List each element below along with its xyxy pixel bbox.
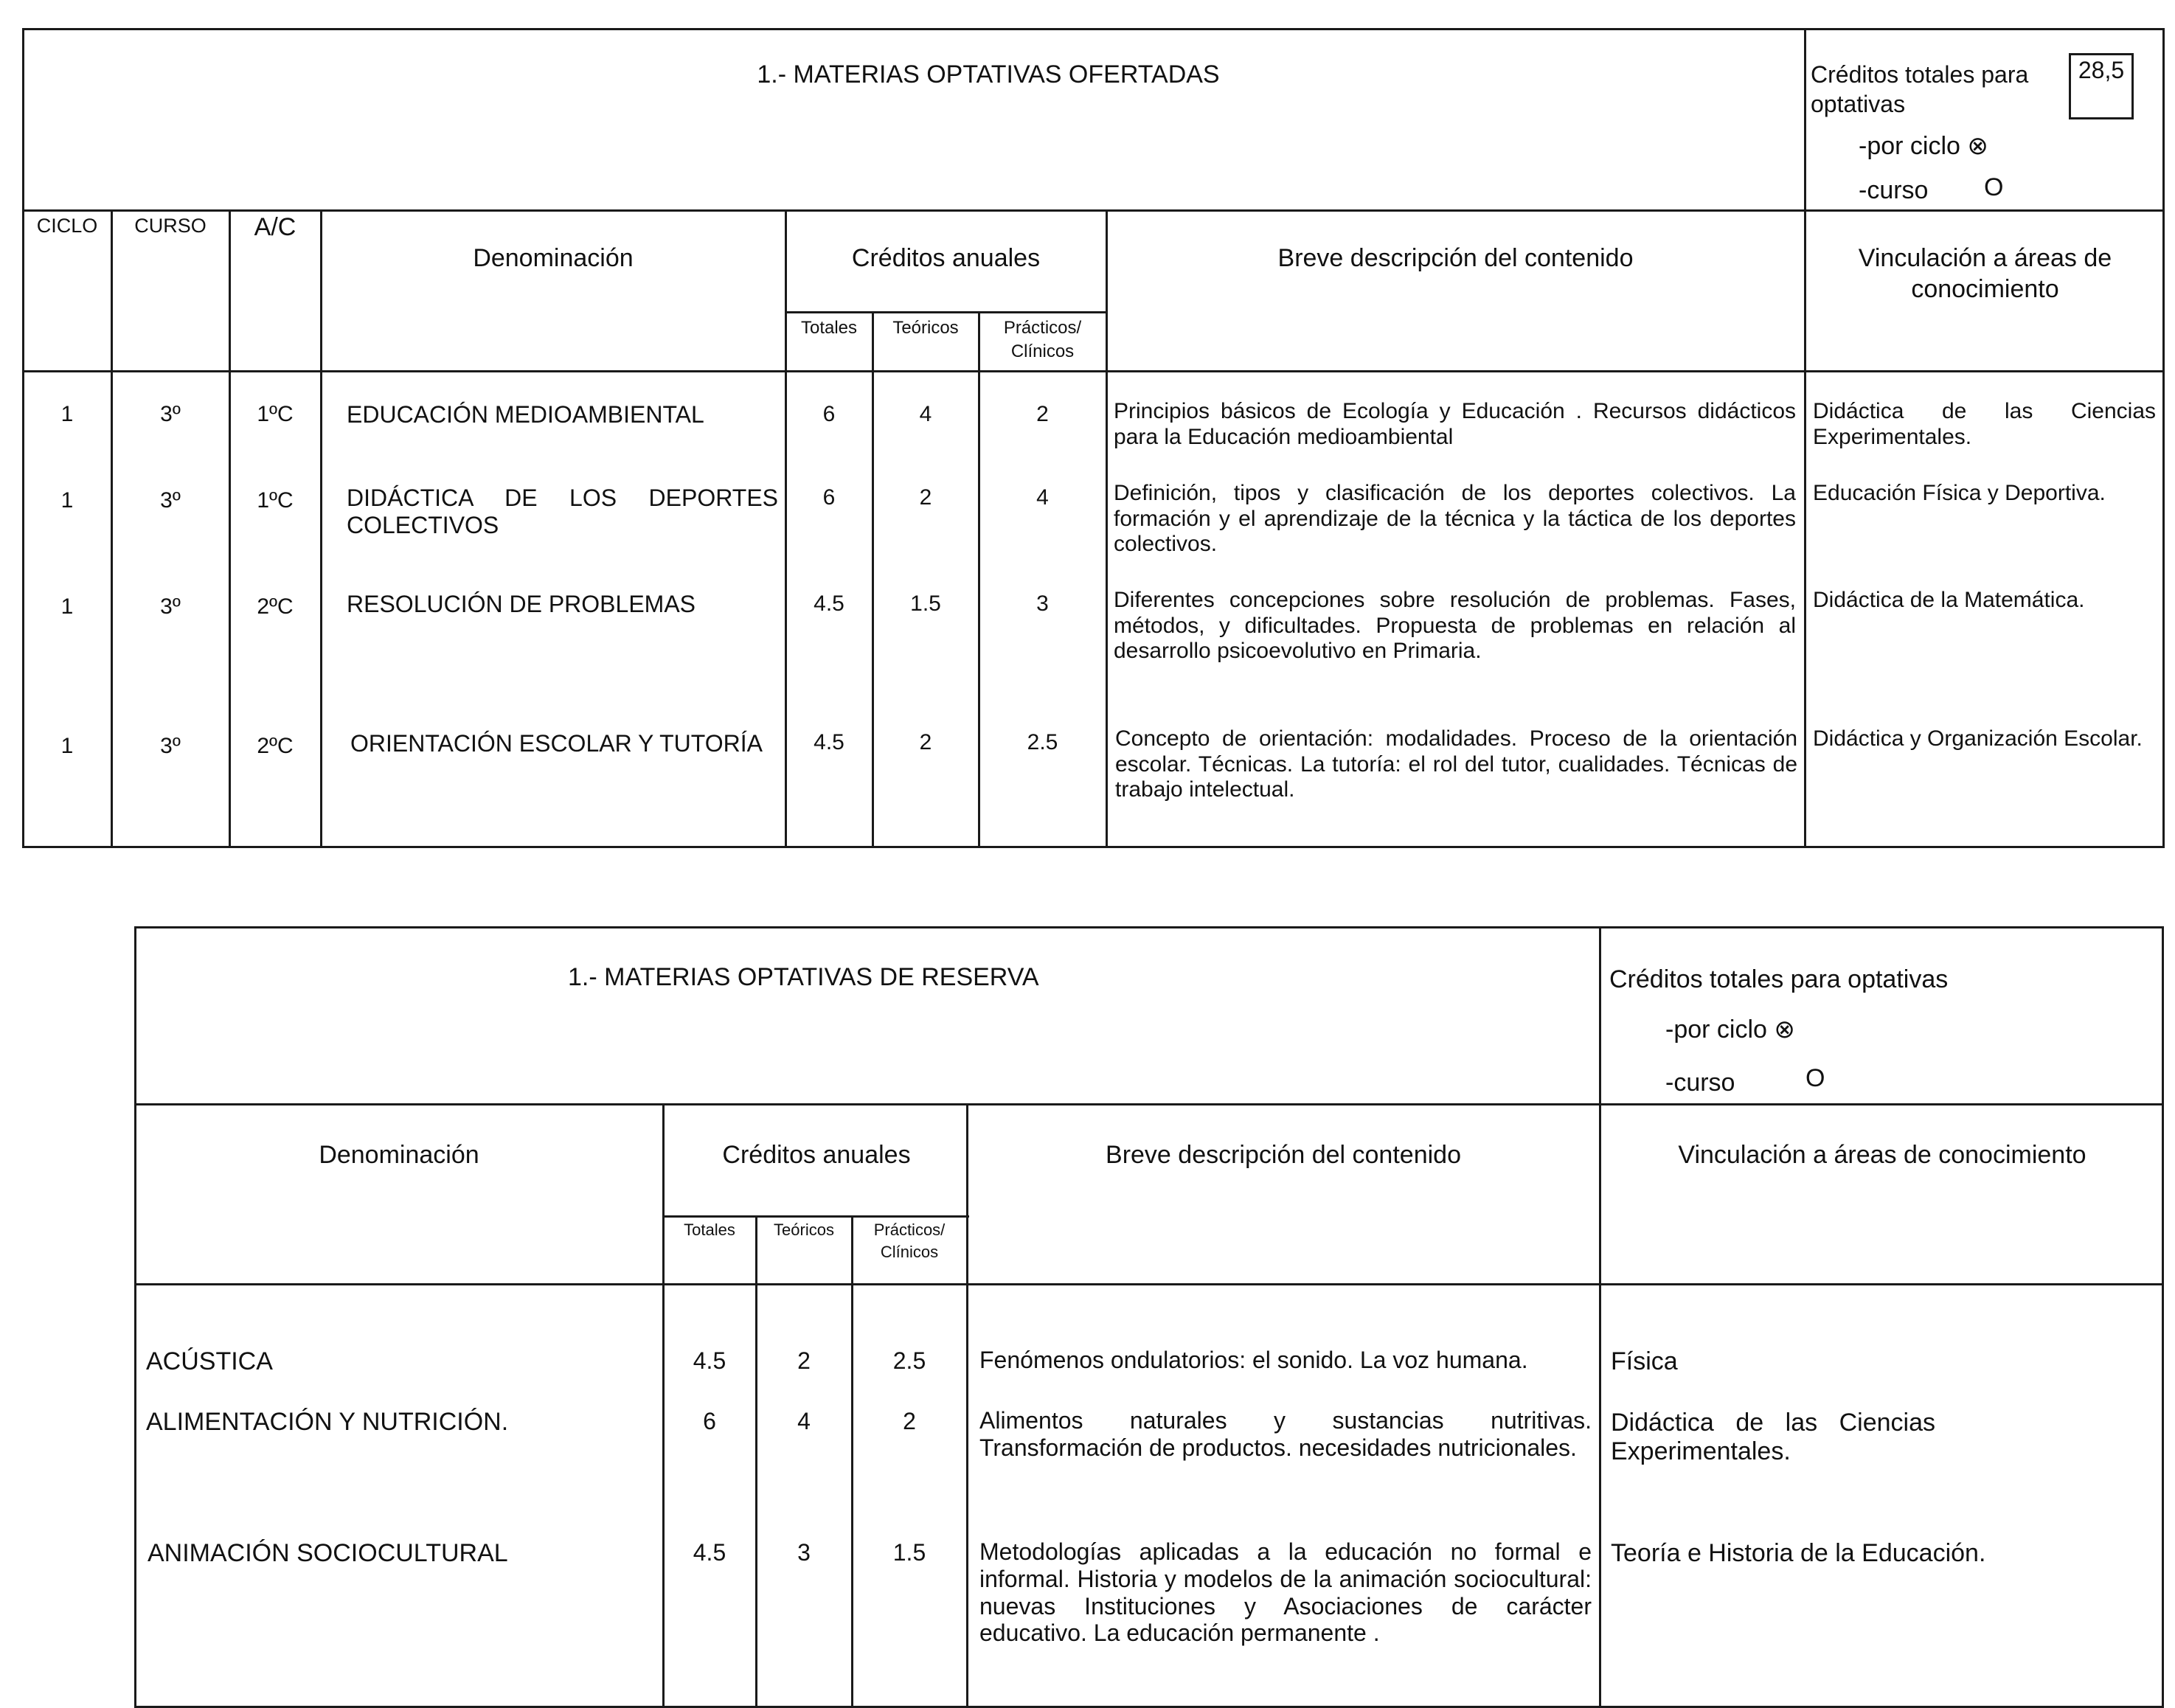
cell-descripcion: Diferentes concepciones sobre resolución de problemas. Fases, métodos, y dificultades. Propuesta de problemas en relación al desarrollo psicoevolutivo en Primaria. <box>1114 588 1796 663</box>
cell-ac: 1ºC <box>257 402 294 426</box>
cell-practicos: 2.5 <box>892 1347 926 1374</box>
table2-por-ciclo: -por ciclo ⊗ <box>1665 1016 1795 1044</box>
table1-header-ciclo: CICLO <box>36 215 98 237</box>
cell-vinculacion: Didáctica y Organización Escolar. <box>1813 726 2143 751</box>
table1-col-divider <box>1804 28 1806 848</box>
cell-ac: 2ºC <box>257 734 294 758</box>
cell-practicos: 2 <box>903 1408 916 1434</box>
cell-descripcion: Metodologías aplicadas a la educación no formal e informal. Historia y modelos de la animación sociocultural: nuevas Instituciones y Asociaciones de carácter educativo. La educación permanente . <box>979 1538 1592 1647</box>
cell-vinculacion: Teoría e Historia de la Educación. <box>1611 1539 1986 1567</box>
cell-teoricos: 4 <box>919 402 932 426</box>
cell-teoricos: 2 <box>919 730 932 754</box>
cell-descripcion: Concepto de orientación: modalidades. Proceso de la orientación escolar. Técnicas. La tutoría: el rol del tutor, cualidades. Técnicas de trabajo intelectual. <box>1115 726 1797 802</box>
cell-ac: 1ºC <box>257 488 294 513</box>
cell-ciclo: 1 <box>60 402 74 426</box>
table1-col-divider <box>1106 209 1108 848</box>
table1-credit-subdivider <box>785 311 1106 313</box>
cell-descripcion: Fenómenos ondulatorios: el sonido. La voz humana. <box>979 1347 1528 1373</box>
cell-practicos: 4 <box>1036 485 1049 510</box>
cell-vinculacion: Didáctica de las Ciencias Experimentales. <box>1813 399 2156 449</box>
cell-teoricos: 1.5 <box>910 591 941 616</box>
table2-header-teoricos: Teóricos <box>774 1221 834 1239</box>
cell-denominacion: ACÚSTICA <box>146 1347 273 1375</box>
table2-col-divider <box>755 1215 757 1708</box>
cell-vinculacion: Educación Física y Deportiva. <box>1813 481 2106 505</box>
table2-header-divider <box>134 1103 2164 1105</box>
table1-col-divider <box>320 209 322 848</box>
cell-totales: 4.5 <box>693 1347 726 1374</box>
table2-header-denominacion: Denominación <box>319 1141 479 1169</box>
table1-credits-value: 28,5 <box>2069 53 2134 119</box>
table2-col-divider <box>1599 926 1601 1708</box>
cell-ciclo: 1 <box>60 594 74 619</box>
cell-practicos: 2.5 <box>1027 730 1058 754</box>
cell-denominacion: ORIENTACIÓN ESCOLAR Y TUTORÍA <box>350 730 763 757</box>
table2-title: 1.- MATERIAS OPTATIVAS DE RESERVA <box>568 963 1039 991</box>
table1-header-divider <box>22 209 2165 212</box>
cell-totales: 4.5 <box>814 730 844 754</box>
cell-totales: 6 <box>822 402 836 426</box>
table2-header-descripcion: Breve descripción del contenido <box>1106 1141 1461 1169</box>
cell-curso: 3º <box>160 402 181 426</box>
cell-totales: 4.5 <box>814 591 844 616</box>
cell-ciclo: 1 <box>60 488 74 513</box>
table2-col-divider <box>966 1103 968 1708</box>
table1-header-creditos: Créditos anuales <box>851 244 1041 272</box>
table2-curso-label: -curso <box>1665 1069 1735 1097</box>
table1-header-curso: CURSO <box>134 215 207 237</box>
table2-header-totales: Totales <box>684 1221 735 1239</box>
table1-header-vinculacion: Vinculación a áreas de <box>1858 244 2112 272</box>
cell-denominacion: EDUCACIÓN MEDIOAMBIENTAL <box>347 401 704 428</box>
cell-denominacion: ALIMENTACIÓN Y NUTRICIÓN. <box>146 1408 509 1436</box>
table1-por-ciclo: -por ciclo ⊗ <box>1859 132 1988 160</box>
table2-col-divider <box>851 1215 853 1708</box>
table2-col-divider <box>662 1103 665 1708</box>
cell-teoricos: 2 <box>797 1347 811 1374</box>
table1-curso-mark: O <box>1984 173 2004 201</box>
cell-ciclo: 1 <box>60 734 74 758</box>
cell-curso: 3º <box>160 734 181 758</box>
table1-body-divider <box>22 370 2165 372</box>
table1-header-teoricos: Teóricos <box>892 318 959 338</box>
table1-title: 1.- MATERIAS OPTATIVAS OFERTADAS <box>757 60 1220 88</box>
table2-header-vinculacion: Vinculación a áreas de conocimiento <box>1678 1141 2086 1169</box>
table2-header-clinicos: Clínicos <box>880 1243 939 1261</box>
table1-header-descripcion: Breve descripción del contenido <box>1277 244 1634 272</box>
table1-header-clinicos: Clínicos <box>1010 341 1075 361</box>
cell-ac: 2ºC <box>257 594 294 619</box>
cell-curso: 3º <box>160 594 181 619</box>
table1-header-denominacion: Denominación <box>473 244 634 272</box>
table1-curso-label: -curso <box>1859 176 1929 204</box>
cell-vinculacion: Didáctica de las Ciencias Experimentales. <box>1611 1409 1935 1466</box>
table1-header-vinculacion-2: conocimiento <box>1911 275 2059 303</box>
cell-vinculacion: Física <box>1611 1347 1678 1375</box>
cell-descripcion: Principios básicos de Ecología y Educación . Recursos didácticos para la Educación medioambiental <box>1114 399 1796 449</box>
cell-totales: 6 <box>822 485 836 510</box>
cell-descripcion: Alimentos naturales y sustancias nutritivas. Transformación de productos. necesidades nutricionales. <box>979 1407 1592 1461</box>
table2-credits-label: Créditos totales para optativas <box>1609 965 1949 993</box>
table1-col-divider <box>872 311 874 848</box>
table1-header-totales: Totales <box>800 318 858 338</box>
cell-denominacion: ANIMACIÓN SOCIOCULTURAL <box>148 1539 508 1567</box>
cell-totales: 6 <box>703 1408 716 1434</box>
table1-header-ac: A/C <box>254 213 296 241</box>
table2-header-practicos: Prácticos/ <box>873 1221 946 1239</box>
table1-credits-label-2: optativas <box>1811 91 1906 117</box>
cell-denominacion: RESOLUCIÓN DE PROBLEMAS <box>347 591 695 617</box>
cell-descripcion: Definición, tipos y clasificación de los deportes colectivos. La formación y el aprendizaje de la técnica y la táctica de los deportes colectivos. <box>1114 481 1796 556</box>
cell-teoricos: 3 <box>797 1539 811 1566</box>
cell-denominacion: DIDÁCTICA DE LOS DEPORTES COLECTIVOS <box>347 485 778 538</box>
table2-header-creditos: Créditos anuales <box>722 1141 911 1169</box>
table1-col-divider <box>978 311 980 848</box>
cell-practicos: 3 <box>1036 591 1049 616</box>
table2-body-divider <box>134 1283 2164 1285</box>
table2-curso-mark: O <box>1805 1064 1825 1092</box>
cell-curso: 3º <box>160 488 181 513</box>
cell-vinculacion: Didáctica de la Matemática. <box>1813 588 2085 612</box>
cell-totales: 4.5 <box>693 1539 726 1566</box>
cell-teoricos: 4 <box>797 1408 811 1434</box>
cell-practicos: 2 <box>1036 402 1049 426</box>
cell-practicos: 1.5 <box>892 1539 926 1566</box>
table1-header-practicos: Prácticos/ <box>1003 318 1082 338</box>
cell-teoricos: 2 <box>919 485 932 510</box>
table2-credit-subdivider <box>662 1215 969 1218</box>
table1-credits-label: Créditos totales para <box>1811 61 2029 88</box>
